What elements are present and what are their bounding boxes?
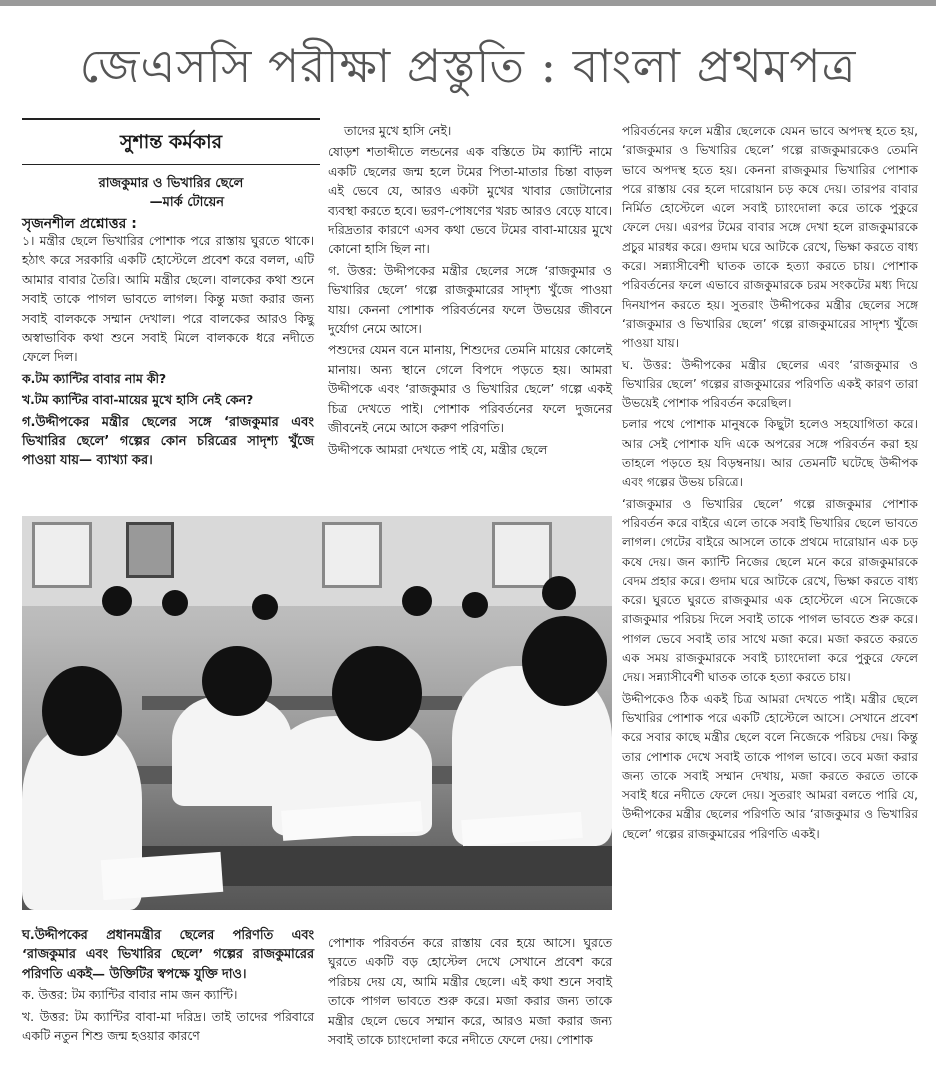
col2-para-4: পশুদের যেমন বনে মানায়, শিশুদের তেমনি মায়ের কোলেই মানায়। অন্য স্থানে গেলে বিপদে পড়তে হয়। আমরা উদ্দীপকে এবং ‘রাজকুমার ও ভিখারির ছেলে’ গল্পে একই চিত্র দেখতে পাই। পোশাক পরিবর্তনের ফলে দুজনের জীবনেই নেমে আসে করুণ পরিণতি। xyxy=(328,343,612,436)
question-gha: ঘ.উদ্দীপকের প্রধানমন্ত্রীর ছেলের পরিণতি এবং ‘রাজকুমার এবং ভিখারির ছেলে’ গল্পের রাজকুমারের পরিণতি একই— উক্তিটির স্বপক্ষে যুক্তি দাও। xyxy=(22,928,314,982)
col3-para-2: ঘ. উত্তর: উদ্দীপকের মন্ত্রীর ছেলের এবং ‘রাজকুমার ও ভিখারির ছেলে’ গল্পের রাজকুমারের পরিণতি একই কারণ তারা উভয়েই পোশাক পরিবর্তন করেছিল। xyxy=(622,357,918,411)
col3-para-1: পরিবর্তনের ফলে মন্ত্রীর ছেলেকে যেমন ভাবে অপদস্থ হতে হয়, ‘রাজকুমার ও ভিখারির ছেলে’ গল্পে রাজকুমারকেও তেমনি ভাবে অপদস্থ হতে হয়। কেননা রাজকুমার ভিখারির পোশাক পরে রাস্তায় বের হলে দারোয়ান চড় কষে দেয়। তারপর বাবার নির্মিত হোস্টেলে এলে সবাই চ্যাংদোলা করে তাকে পুকুরে ফেলে দেয়। এরপর টমের বাবার সঙ্গে দেখা হলে রাজকুমারকে প্রচুর মারধর করে। গুদাম ঘরে আটকে রেখে, ভিক্ষা করতে বাধ্য করে। সন্ন্যাসীবেশী ঘাতক তাকে হত্যা করতে চায়। পোশাক পরিবর্তনের ফলে এভাবে রাজকুমারকে চরম সংকটের মধ্য দিয়ে দিনযাপন করতে হয়। সুতরাং উদ্দীপকের মন্ত্রীর ছেলের সঙ্গে ‘রাজকুমার ও ভিখারির ছেলে’ গল্পে রাজকুমারের সাদৃশ্য খুঁজে পাওয়া যায়। xyxy=(622,124,918,351)
col3-para-4: ‘রাজকুমার ও ভিখারির ছেলে’ গল্পে রাজকুমার পোশাক পরিবর্তন করে বাইরে এলে তাকে সবাই ভিখারির ছেলে ভাবতে লাগল। গেটের বাইরে আসলে তাকে প্রথমে দারোয়ান এক চড় কষে দেয়। জন ক্যান্টি নিজের ছেলে মনে করে রাজকুমারকে বেদম প্রহার করে। গুদাম ঘরে আটকে রেখে, ভিক্ষা করতে বাধ্য করে। ঘুরতে ঘুরতে রাজকুমার এক হোস্টেলে এসে নিজেকে রাজকুমার পরিচয় দিলে সবাই তাকে পাগল ভাবতে শুরু করে। পাগল ভেবে সবাই তার সাথে মজা করে। মজা করতে করতে এক সময় রাজকুমারকে সবাই চ্যাংদোলা করে পুকুরে ফেলে দেয়। সন্ন্যাসীবেশী ঘাতক তাকে হত্যা করতে চায়। xyxy=(622,496,918,685)
question-ka: ক.টম ক্যান্টির বাবার নাম কী? xyxy=(22,371,167,386)
col2-para-3: গ. উত্তর: উদ্দীপকের মন্ত্রীর ছেলের সঙ্গে ‘রাজকুমার ও ভিখারির ছেলে’ গল্পে রাজকুমারের সাদৃশ্য খুঁজে পাওয়া যায়। কেননা পোশাক পরিবর্তনের ফলে উভয়ের জীবনে দুর্যোগ নেমে আসে। xyxy=(328,263,612,337)
student-head xyxy=(402,586,432,616)
column-2-bottom xyxy=(328,934,612,1052)
col3-para-5: উদ্দীপকেও ঠিক একই চিত্র আমরা দেখতে পাই। মন্ত্রীর ছেলে ভিখারির পোশাক পরে একটি হোস্টেলে আসে। সেখানে প্রবেশ করে সবার কাছে মন্ত্রীর ছেলে বলে নিজেকে পরিচয় দেয়। কিন্তু তার পোশাক দেখে সবাই তাকে পাগল ভাবে। তবে মজা করার জন্য তাকে সবাই সম্মান দেখায়, মজা করতে করতে তাকে সবাই ধরে নদীতে ফেলে দেয়। সুতরাং আমরা বলতে পারি যে, উদ্দীপকের মন্ত্রীর ছেলের পরিণতি আর ‘রাজকুমার ও ভিখারির ছেলে’ গল্পের রাজকুমারের পরিণতি একই। xyxy=(622,691,918,841)
story-writer: —মার্ক টোয়েন xyxy=(149,195,224,210)
student-head xyxy=(332,646,422,741)
student-head xyxy=(42,666,122,756)
student-head xyxy=(462,592,488,618)
student-head xyxy=(542,576,576,610)
story-title: রাজকুমার ও ভিখারির ছেলে xyxy=(98,176,244,191)
column-1-bottom xyxy=(22,926,314,1048)
answer-ka: ক. উত্তর: টম ক্যান্টির বাবার নাম জন ক্যান্টি। xyxy=(22,988,238,1003)
top-border xyxy=(0,0,936,6)
section-heading: সৃজনশীল প্রশ্নোত্তর : xyxy=(22,216,137,232)
divider-author xyxy=(22,164,320,165)
column-3 xyxy=(622,122,918,846)
student-head xyxy=(252,594,278,620)
col2-bottom-para: পোশাক পরিবর্তন করে রাস্তায় বের হয়ে আসে। ঘুরতে ঘুরতে একটি বড় হোস্টেল দেখে সেখানে প্রবেশ করে পরিচয় দেয় যে, আমি মন্ত্রীর ছেলে। এই কথা শুনে সবাই তাকে পাগল ভাবতে শুরু করে। মজা করার জন্য তাকে মন্ত্রীর ছেলে ভেবে সম্মান করে, আরও মজা করার জন্য সবাই তাকে চ্যাংদোলা করে নদীতে ফেলে দেয়। পোশাক xyxy=(328,936,612,1048)
photo-frame xyxy=(126,522,174,578)
col3-para-3: চলার পথে পোশাক মানুষকে কিছুটা হলেও সহযোগিতা করে। আর সেই পোশাক যদি একে অপরের সঙ্গে পরিবর্তন করা হয় তাহলে পড়তে হয় বিড়ম্বনায়। আর তেমনটি ঘটেছে উদ্দীপক এবং গল্পের উভয় চরিত্রে। xyxy=(622,417,918,490)
student-head xyxy=(162,590,188,616)
page-headline: জেএসসি পরীক্ষা প্রস্তুতি : বাংলা প্রথমপত্র xyxy=(79,39,857,93)
author-byline: সুশান্ত কর্মকার xyxy=(119,131,223,153)
student-head xyxy=(522,616,607,706)
col2-para-2: ষোড়শ শতাব্দীতে লন্ডনের এক বস্তিতে টম ক্যান্টি নামে একটি ছেলের জন্ম হলে টমের পিতা-মাতার চিন্তা বাড়ল এই ভেবে যে, আরও একটা মুখের খাবার জোটানোর ব্যবস্থা করতে হবে। ভরণ-পোষণের খরচ আরও বেড়ে যাবে। দরিদ্রতার কারণে এসব কথা ভেবে টমের বাবা-মায়ের মুখে কোনো হাসি ছিল না। xyxy=(328,145,612,257)
question-ga: গ.উদ্দীপকের মন্ত্রীর ছেলের সঙ্গে ‘রাজকুমার এবং ভিখারির ছেলে’ গল্পের কোন চরিত্রের সাদৃশ্য খুঁজে পাওয়া যায়— ব্যাখ্যা কর। xyxy=(22,414,314,469)
question-stem: ১। মন্ত্রীর ছেলে ভিখারির পোশাক পরে রাস্তায় ঘুরতে থাকে। হঠাৎ করে সরকারি একটি হোস্টেলে প্রবেশ করে বলল, এটি আমার বাবার তৈরি। আমি মন্ত্রীর ছেলে। বালকের কথা শুনে সবাই তাকে পাগল ভাবতে লাগল। কিন্তু মজা করার জন্য সবাই বালককে সম্মান দেখাল। পরে বালকের আরও কিছু অস্বাভাবিক কথা শুনে সবাই মিলে বালককে ধরে নদীতে ফেলে দিল। xyxy=(22,234,314,365)
photo-window xyxy=(492,522,552,588)
student-head xyxy=(202,646,272,716)
question-kha: খ.টম ক্যান্টির বাবা-মায়ের মুখে হাসি নেই কেন? xyxy=(22,393,254,408)
col2-para-5: উদ্দীপকে আমরা দেখতে পাই যে, মন্ত্রীর ছেলে xyxy=(328,442,548,457)
answer-kha: খ. উত্তর: টম ক্যান্টির বাবা-মা দরিদ্র। তাই তাদের পরিবারে একটি নতুন শিশু জন্ম হওয়ার কারণে xyxy=(22,1009,314,1044)
photo-window xyxy=(32,522,92,588)
photo-window xyxy=(322,522,382,588)
student-head xyxy=(102,586,132,616)
exam-hall-photo xyxy=(22,516,612,910)
col2-para-1: তাদের মুখে হাসি নেই। xyxy=(344,124,452,138)
column-1-top xyxy=(22,232,314,473)
divider-top xyxy=(22,118,320,120)
answer-sheet xyxy=(101,852,223,900)
column-2-top xyxy=(328,122,612,462)
